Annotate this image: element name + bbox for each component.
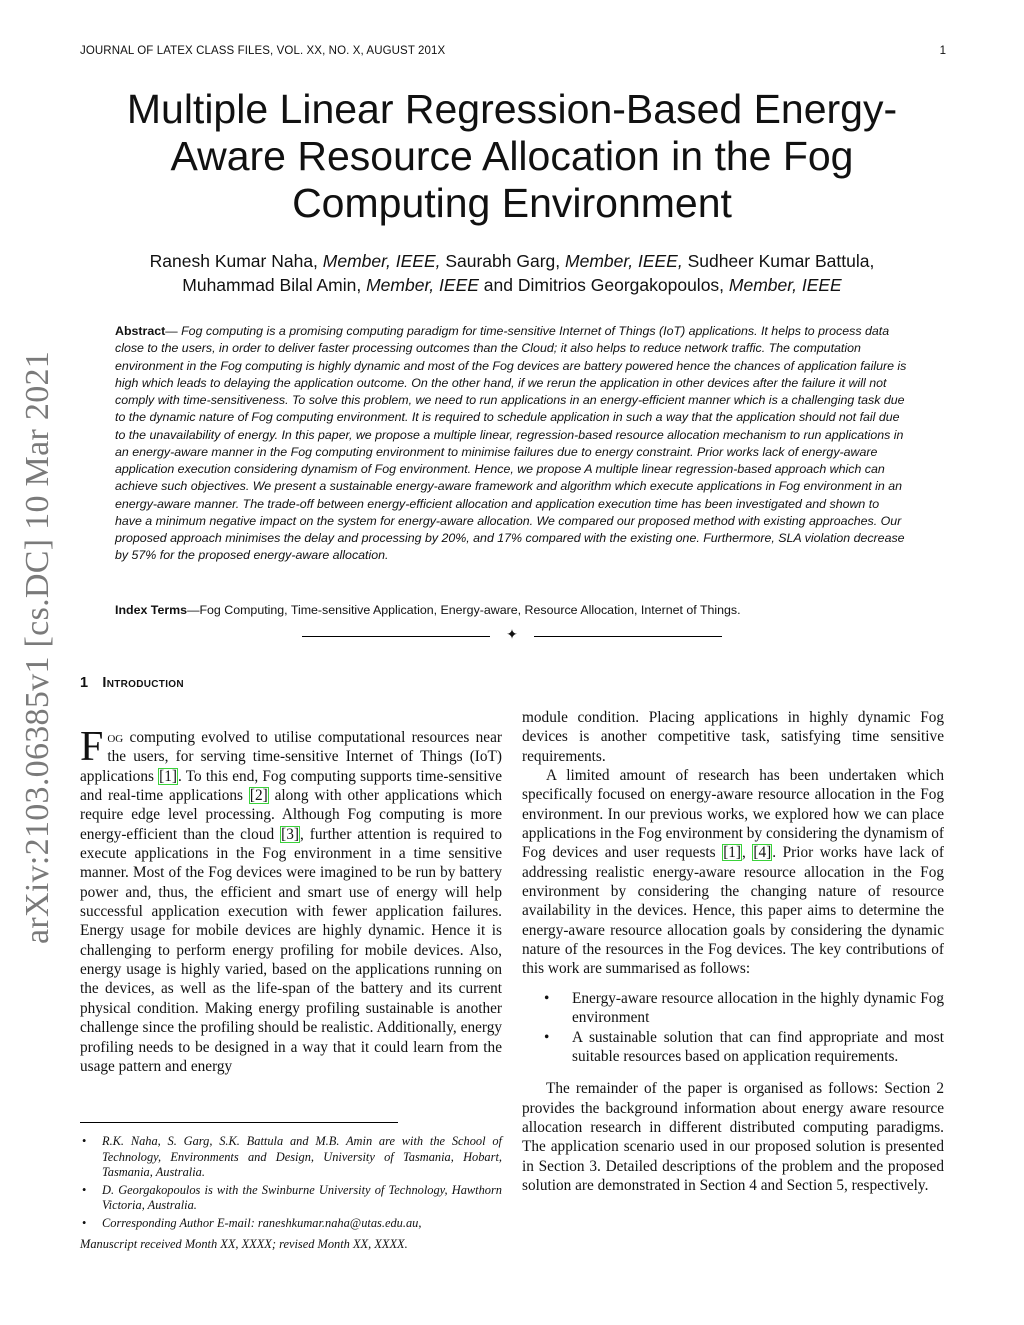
paragraph: The remainder of the paper is organised as follows: Section 2 provides the background information about energy aware resource allocation research in different distributed computing paradigms. The application scenario used in our proposed solution is presented in Section 3. Detailed descriptions of the problem and the proposed solution are demonstrated in Section 4 and Section 5, respectively. [522,1080,944,1194]
paragraph [522,766,944,979]
footnote-text: D. Georgakopoulos is with the Swinburne University of Technology, Hawthorn Victoria, Australia. [102,1182,502,1212]
section-title: Introduction [102,675,184,691]
abstract-text: Fog computing is a promising computing paradigm for time-sensitive Internet of Things (IoT) applications. It helps to process data close to the users, in order to deliver faster processing outcomes than the Cloud; it also helps to reduce network traffic. The computation environment in the Fog computing is highly dynamic and most of the Fog devices are battery powered hence the chances of application failure is high which leads to delaying the application outcome. On the other hand, if we rerun the application in other devices after the failure it will not comply with time-sensitiveness. To solve this problem, we need to run applications in an energy-efficient manner which is a challenging task due to the dynamic nature of Fog computing environment. It is required to schedule application in such a way that the application should not fail due to the unavailability of energy. In this paper, we propose a multiple linear, regression-based resource allocation mechanism to run applications in an energy-aware manner in the Fog computing environment to minimise failures due to energy constraint. Prior works lack of energy-aware application execution considering dynamism of Fog environment. Hence, we propose A multiple linear regression-based approach which can achieve such objectives. We present a sustainable energy-aware framework and algorithm which execute applications in Fog environment in an energy-aware manner. The trade-off between energy-efficient allocation and application execution time has been investigated and shown to have a minimum negative impact on the system for energy-aware allocation. We compared our proposed method with existing approaches. Our proposed approach minimises the delay and processing by 20%, and 17% compared with the existing one. Furthermore, SLA violation decrease by 57% for the proposed energy-aware allocation. [115,324,907,563]
paragraph-text: A limited amount of research has been undertaken which specifically focused on energy-aware resource allocation in the Fog environment. In our previous works, we explored how we can place applications in the Fog environment by considering the dynamism of Fog devices and user requests [522,767,944,862]
footnote-item [80,1134,502,1181]
bullet-icon: • [544,1028,550,1046]
citation-link[interactable]: [4] [753,844,772,862]
paragraph-text: . Prior works have lack of addressing realistic energy-aware resource allocation in the Fog environment by considering the changing nature of resource availability in the devices. Hence, this paper aims to determine the energy-aware resource allocation goals by considering the dynamic nature of the resources in the Fog devices. The key contributions of this work are summarised as follows: [522,844,944,978]
author-role: Member, IEEE [728,275,842,295]
footnote-rule [80,1122,398,1123]
list-item-text: A sustainable solution that can find appropriate and most suitable resources based on application requirements. [572,1028,944,1065]
manuscript-note: Manuscript received Month XX, XXXX; revised Month XX, XXXX. [80,1237,408,1251]
section-number: 1 [80,675,89,691]
abstract-dash: — [165,324,182,338]
section-separator [302,627,722,645]
citation-link[interactable]: [2] [249,787,268,805]
paragraph-text: along with other applications which require edge level processing. Although Fog computing is more energy-efficient than the cloud [80,787,502,843]
left-column [80,724,502,1076]
list-item-text: Energy-aware resource allocation in the highly dynamic Fog environment [572,989,944,1027]
footnote-item [80,1183,502,1214]
footnote-text: Corresponding Author E-mail: raneshkumar.naha@utas.edu.au, [102,1215,422,1230]
author-name: Ranesh Kumar Naha, [149,251,323,271]
paper-title: Multiple Linear Regression-Based Energy-Aware Resource Allocation in the Fog Computing Environment [126,86,898,226]
bullet-icon: • [82,1215,87,1230]
index-terms-label: Index Terms [115,603,188,617]
paragraph-text: , further attention is required to execute applications in the Fog environment in a time sensitive manner. Most of the Fog devices were imagined to be run by battery power and, thus, the efficient and smart use of energy will help successful application execution with fewer application failures. Energy usage for mobile devices are highly dynamic. Hence it is challenging to perform energy profiling for mobile devices. Also, energy usage is highly varied, based on the applications running on the devices, as well as the life-span of the battery and its current physical condition. Making energy profiling sustainable is another challenge since the profiling should be realistic. Additionally, energy profiling needs to be designed in a way that it could learn from the usage pattern and energy [80,825,502,1075]
intro-paragraph [80,724,502,1076]
abstract-label: Abstract [115,324,166,338]
running-header [80,45,946,63]
author-name: and Dimitrios Georgakopoulos, [478,275,729,295]
bullet-icon: • [544,989,550,1007]
dropcap-tail: og [107,729,124,746]
diamond-icon: ✦ [506,628,518,643]
index-terms-text: Fog Computing, Time-sensitive Application, Energy-aware, Resource Allocation, Internet of Things. [199,603,741,617]
index-terms [115,602,909,619]
journal-header: JOURNAL OF LATEX CLASS FILES, VOL. XX, NO. X, AUGUST 201X [80,45,446,57]
right-column [522,708,944,1195]
contribution-list [522,989,944,1066]
footnote-text: R.K. Naha, S. Garg, S.K. Battula and M.B. Amin are with the School of Technology, Environments and Design, University of Tasmania, Hobart, Tasmania, Australia. [102,1134,502,1179]
list-item [522,1028,944,1067]
abstract [115,323,909,565]
bullet-icon: • [82,1182,87,1197]
paragraph: module condition. Placing applications in highly dynamic Fog devices is another competitive task, satisfying time sensitive requirements. [522,709,944,765]
bullet-icon: • [82,1134,87,1148]
footnote-item [80,1216,502,1232]
author-role: Member, IEEE, [322,251,441,271]
author-list [95,249,929,297]
page-number: 1 [939,45,946,57]
dropcap-letter: F [80,724,104,770]
author-name: Muhammad Bilal Amin, [182,275,367,295]
paragraph-text: , [742,844,753,862]
citation-link[interactable]: [1] [159,767,177,785]
footnotes [80,1134,502,1253]
list-item [522,989,944,1028]
paragraph-text: . To this end, Fog computing supports time-sensitive and real-time applications [80,767,502,805]
separator-line [534,636,722,637]
section-heading [80,675,184,691]
index-terms-dash: — [187,603,200,617]
author-name: Sudheer Kumar Battula, [682,251,875,271]
separator-line [302,636,490,637]
arxiv-identifier: arXiv:2103.06385v1 [cs.DC] 10 Mar 2021 [19,350,56,945]
citation-link[interactable]: [3] [281,825,299,843]
paragraph-text: computing evolved to utilise computational resources near the users, for serving time-sensitive Internet of Things (IoT) applications [80,729,502,785]
author-role: Member, IEEE, [565,251,683,271]
author-name: Saurabh Garg, [440,251,566,271]
author-role: Member, IEEE [366,275,479,295]
citation-link[interactable]: [1] [723,844,742,862]
